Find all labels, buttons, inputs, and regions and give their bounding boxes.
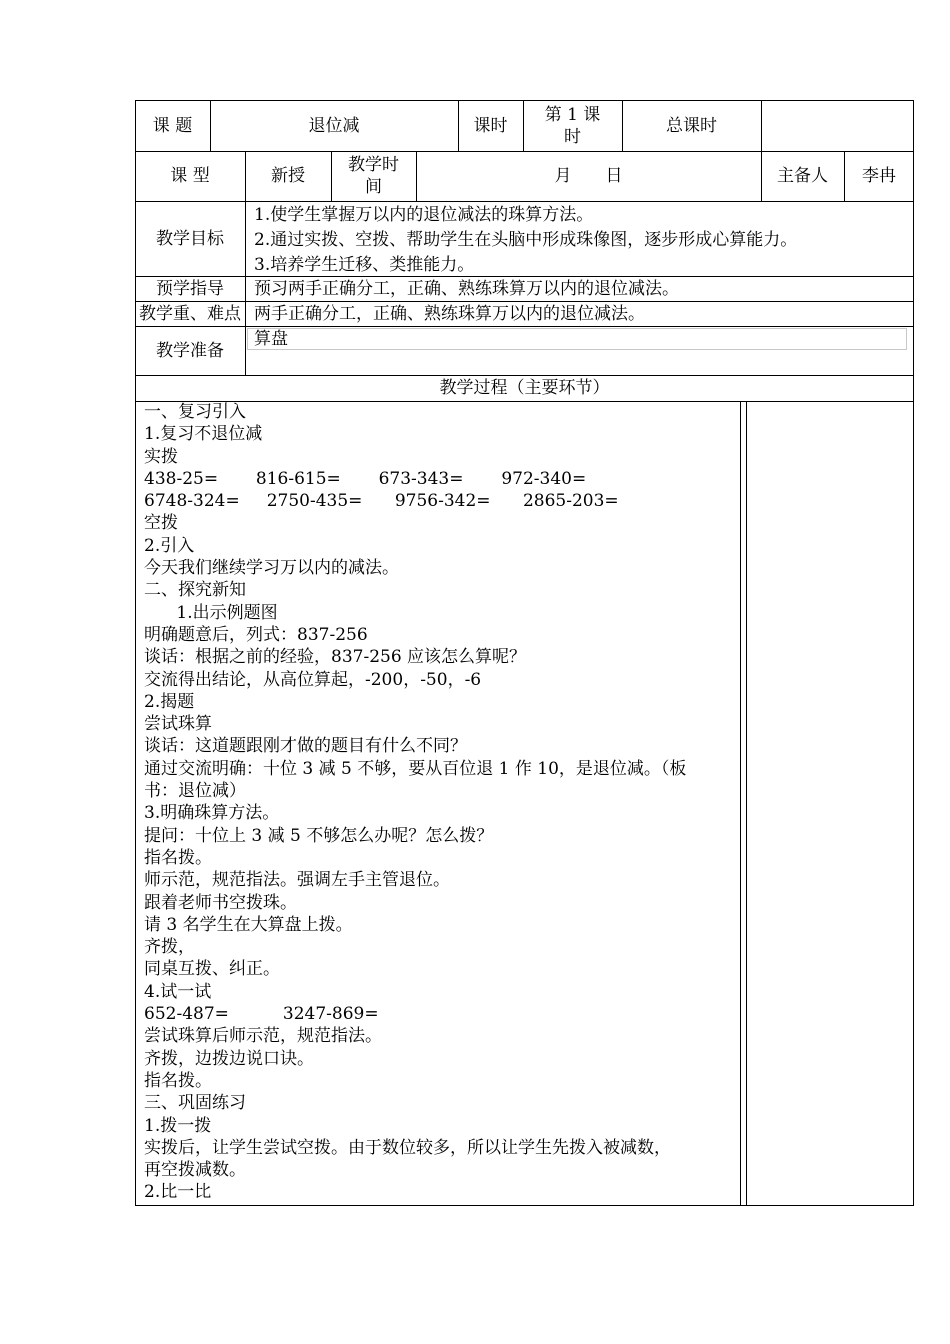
- process-content: [144, 401, 686, 1204]
- process-line: 652-487= 3247-869=: [144, 1004, 379, 1025]
- goals-list: [254, 203, 797, 278]
- process-line: 齐拨，: [144, 937, 195, 958]
- period-label: 课时: [473, 115, 508, 136]
- key-points-value: 两手正确分工，正确、熟练珠算万以内的退位减法。: [254, 303, 645, 324]
- type-value: 新授: [271, 166, 305, 186]
- total-periods-value: [761, 100, 914, 151]
- topic-value: 退位减: [308, 115, 360, 136]
- process-line: 1.复习不退位减: [144, 424, 263, 445]
- process-line: 一、复习引入: [144, 402, 246, 422]
- process-line: 齐拨，边拨边说口诀。: [144, 1048, 314, 1069]
- row-divider: [135, 201, 914, 202]
- col-divider: [746, 401, 747, 1206]
- process-line: 1.拨一拨: [144, 1115, 212, 1136]
- preparation-value: 算盘: [254, 329, 288, 349]
- goal-item: 3.培养学生迁移、类推能力。: [254, 255, 475, 275]
- col-divider: [245, 201, 246, 375]
- preparer-label: 主备人: [777, 166, 828, 186]
- topic-label: 课 题: [152, 115, 193, 136]
- process-line: 同桌互拨、纠正。: [144, 959, 280, 980]
- col-divider: [740, 401, 741, 1206]
- process-line: 实拨后，让学生尝试空拨。由于数位较多，所以让学生先拨入被减数，: [144, 1137, 671, 1158]
- goals-label: 教学目标: [156, 228, 224, 249]
- date-value: 月 日: [554, 166, 623, 186]
- process-line: 438-25= 816-615= 673-343= 972-340=: [144, 468, 587, 489]
- goal-item: 2.通过实拨、空拨、帮助学生在头脑中形成珠像图，逐步形成心算能力。: [254, 230, 798, 250]
- preparation-label: 教学准备: [156, 340, 224, 361]
- time-label-line2: 间: [365, 177, 382, 197]
- total-periods-label: 总课时: [666, 115, 717, 136]
- process-title: 教学过程（主要环节）: [439, 378, 610, 398]
- period-value-line2: 时: [564, 126, 581, 147]
- process-line: 指名拨。: [144, 1070, 212, 1091]
- process-line: 请 3 名学生在大算盘上拨。: [144, 914, 353, 935]
- process-line: 明确题意后，列式：837-256: [144, 624, 368, 645]
- process-line: 尝试珠算: [144, 714, 212, 735]
- key-points-label: 教学重、难点: [139, 303, 241, 324]
- process-line: 今天我们继续学习万以内的减法。: [144, 558, 399, 579]
- process-line: 1.出示例题图: [144, 602, 278, 623]
- process-line: 指名拨。: [144, 847, 212, 868]
- type-label: 课 型: [170, 166, 210, 186]
- time-label: [331, 151, 416, 201]
- process-line: 尝试珠算后师示范，规范指法。: [144, 1026, 382, 1047]
- process-line: 交流得出结论，从高位算起，-200，-50，-6: [144, 669, 482, 690]
- process-line: 3.明确珠算方法。: [144, 803, 280, 824]
- process-line: 谈话：根据之前的经验，837-256 应该怎么算呢？: [144, 647, 527, 668]
- period-value-line1: 第 1 课: [544, 104, 601, 125]
- row-divider: [135, 326, 914, 327]
- process-line: 二、探究新知: [144, 580, 246, 601]
- process-line: 2.比一比: [144, 1182, 212, 1203]
- process-line: 空拨: [144, 513, 178, 534]
- process-line: 2.揭题: [144, 691, 195, 712]
- process-line: 跟着老师书空拨珠。: [144, 892, 297, 913]
- preview-value: 预习两手正确分工，正确、熟练珠算万以内的退位减法。: [254, 278, 679, 299]
- process-line: 2.引入: [144, 535, 195, 556]
- process-line: 4.试一试: [144, 981, 212, 1002]
- period-value: [523, 100, 622, 151]
- process-line: 书：退位减）: [144, 781, 246, 802]
- process-line: 三、巩固练习: [144, 1093, 246, 1114]
- preparer-value: 李冉: [862, 166, 896, 186]
- goal-item: 1.使学生掌握万以内的退位减法的珠算方法。: [254, 205, 594, 225]
- process-line: 通过交流明确：十位 3 减 5 不够，要从百位退 1 作 10，是退位减。（板: [144, 758, 687, 779]
- process-line: 再空拨减数。: [144, 1160, 246, 1181]
- process-line: 6748-324= 2750-435= 9756-342= 2865-203=: [144, 491, 619, 512]
- process-line: 谈话：这道题跟刚才做的题目有什么不同？: [144, 736, 467, 757]
- process-line: 实拨: [144, 446, 178, 467]
- process-line: 师示范，规范指法。强调左手主管退位。: [144, 870, 450, 891]
- process-line: 提问：十位上 3 减 5 不够怎么办呢？怎么拨？: [144, 825, 494, 846]
- time-label-line1: 教学时: [348, 155, 399, 175]
- preview-label: 预学指导: [156, 278, 224, 299]
